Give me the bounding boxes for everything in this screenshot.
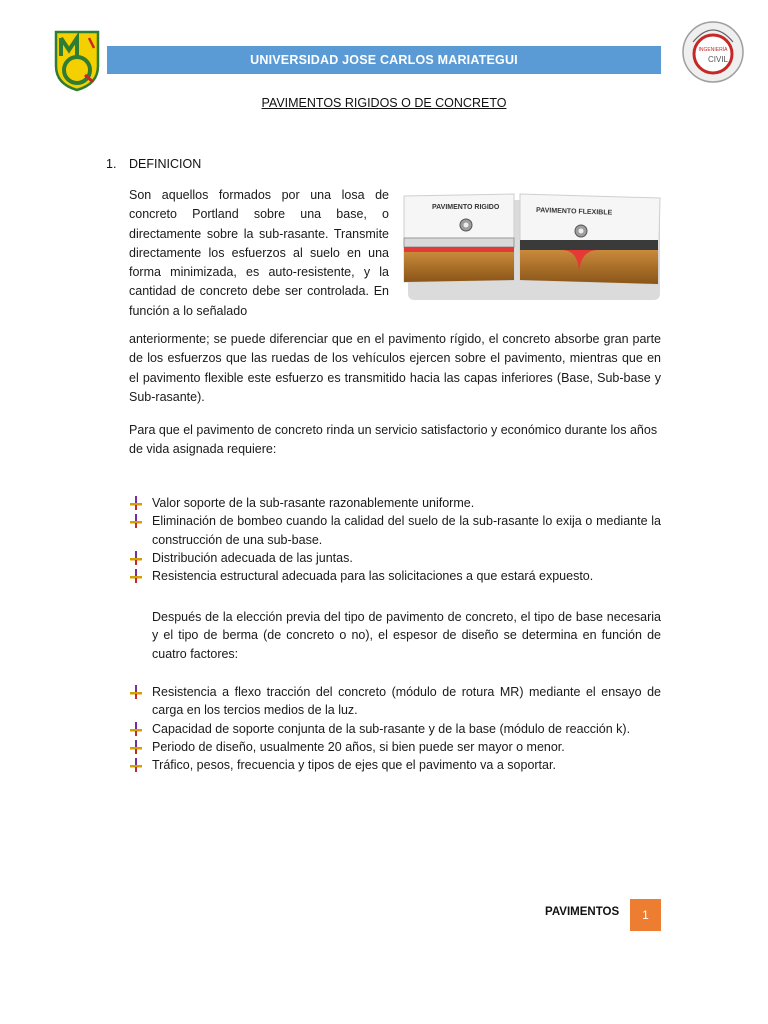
footer-label: PAVIMENTOS bbox=[545, 906, 620, 918]
bullet-icon bbox=[129, 685, 143, 699]
section-number: 1. bbox=[106, 157, 117, 171]
civil-engineering-logo bbox=[681, 20, 745, 84]
bullet-icon bbox=[129, 569, 143, 583]
section-heading bbox=[106, 157, 201, 171]
figure-label-flexible: PAVIMENTO FLEXIBLE bbox=[535, 207, 613, 217]
bullet-icon bbox=[129, 496, 143, 510]
bullet-icon bbox=[129, 722, 143, 736]
university-logo bbox=[52, 30, 102, 92]
list-item: Distribución adecuada de las juntas. bbox=[129, 549, 661, 567]
logo-civil-text: CIVIL bbox=[707, 55, 729, 64]
list-item: Resistencia estructural adecuada para las solicitaciones a que estará expuesto. bbox=[129, 567, 661, 585]
pavement-comparison-figure bbox=[402, 188, 664, 306]
figure-label-rigid: PAVIMENTO RIGIDO bbox=[432, 204, 500, 211]
document-title: PAVIMENTOS RIGIDOS O DE CONCRETO bbox=[261, 96, 507, 110]
university-banner: UNIVERSIDAD JOSE CARLOS MARIATEGUI bbox=[107, 46, 661, 74]
requirements-intro: Para que el pavimento de concreto rinda un servicio satisfactorio y económico durante los años de vida asignada requiere: bbox=[129, 423, 658, 457]
list-item: Eliminación de bombeo cuando la calidad del suelo de la sub-rasante lo exija o mediante la construcción de una sub-base. bbox=[129, 512, 661, 549]
definition-paragraph-continued: anteriormente; se puede diferenciar que en el pavimento rígido, el concreto absorbe gran parte de los esfuerzos que las ruedas de los vehículos ejercen sobre el pavimento, mientras que en el pavimento flexible este esfuerzo es transmitido hacia las capas inferiores (Base, Sub-base y Sub-rasante). bbox=[129, 332, 661, 404]
page-number: 1 bbox=[630, 899, 661, 931]
bullet-icon bbox=[129, 740, 143, 754]
section-heading-text: DEFINICION bbox=[129, 157, 202, 171]
bullet-icon bbox=[129, 514, 143, 528]
list-item: Capacidad de soporte conjunta de la sub-rasante y de la base (módulo de reacción k). bbox=[129, 720, 661, 738]
requirements-list bbox=[129, 494, 661, 585]
bullet-icon bbox=[129, 551, 143, 565]
list-item: Periodo de diseño, usualmente 20 años, si bien puede ser mayor o menor. bbox=[129, 738, 661, 756]
bullet-icon bbox=[129, 758, 143, 772]
design-factors-intro: Después de la elección previa del tipo de pavimento de concreto, el tipo de base necesaria y el tipo de berma (de concreto o no), el espesor de diseño se determina en función de cuatro factores: bbox=[152, 610, 661, 661]
list-item: Valor soporte de la sub-rasante razonablemente uniforme. bbox=[129, 494, 661, 512]
definition-paragraph-wrapped: Son aquellos formados por una losa de concreto Portland sobre una base, o directamente sobre la sub-rasante. Transmite directamente los esfuerzos al suelo en una forma minimizada, es auto-resistente, y la cantidad de concreto debe ser controlada. En función a lo señalado bbox=[129, 188, 389, 318]
logo-small-text: INGENIERÍA bbox=[698, 47, 728, 53]
list-item: Resistencia a flexo tracción del concreto (módulo de rotura MR) mediante el ensayo de carga en los tercios medios de la luz. bbox=[129, 683, 661, 720]
list-item: Tráfico, pesos, frecuencia y tipos de ejes que el pavimento va a soportar. bbox=[129, 756, 661, 774]
design-factors-list bbox=[129, 683, 661, 774]
